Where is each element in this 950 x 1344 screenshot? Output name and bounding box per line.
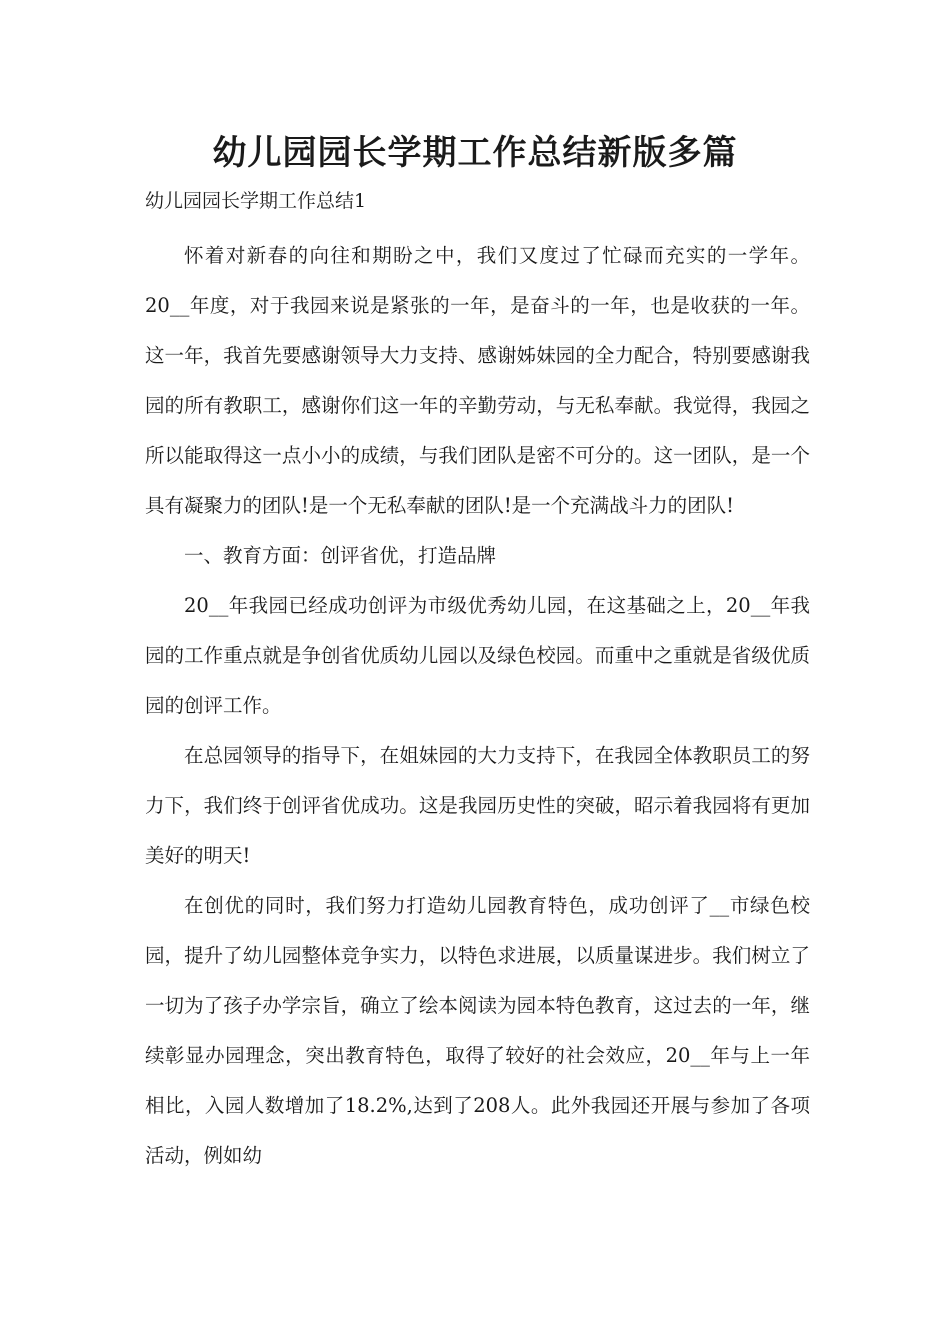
- paragraph: 怀着对新春的向往和期盼之中，我们又度过了忙碌而充实的一学年。20__年度，对于我园来说是紧张的一年，是奋斗的一年，也是收获的一年。这一年，我首先要感谢领导大力支持、感谢姊妹园的全力配合，特别要感谢我园的所有教职工，感谢你们这一年的辛勤劳动，与无私奉献。我觉得，我园之所以能取得这一点小小的成绩，与我们团队是密不可分的。这一团队，是一个具有凝聚力的团队!是一个无私奉献的团队!是一个充满战斗力的团队!: [145, 244, 810, 517]
- paragraph: 在创优的同时，我们努力打造幼儿园教育特色，成功创评了__市绿色校园，提升了幼儿园整体竞争实力，以特色求进展，以质量谋进步。我们树立了一切为了孩子办学宗旨，确立了绘本阅读为园本特色教育，这过去的一年，继续彰显办园理念，突出教育特色，取得了较好的社会效应，20__年与上一年相比，入园人数增加了18.2%,达到了208人。此外我园还开展与参加了各项活动，例如幼: [145, 894, 810, 1167]
- document-title: 幼儿园园长学期工作总结新版多篇: [212, 133, 738, 173]
- section-subtitle: 幼儿园园长学期工作总结1: [145, 190, 367, 212]
- document-body: [145, 231, 810, 1181]
- paragraph: 20__年我园已经成功创评为市级优秀幼儿园，在这基础之上，20__年我园的工作重点就是争创省优质幼儿园以及绿色校园。而重中之重就是省级优质园的创评工作。: [145, 594, 810, 717]
- paragraph: 在总园领导的指导下，在姐妹园的大力支持下，在我园全体教职员工的努力下，我们终于创评省优成功。这是我园历史性的突破，昭示着我园将有更加美好的明天!: [145, 744, 810, 867]
- section-heading: 一、教育方面：创评省优，打造品牌: [184, 544, 497, 567]
